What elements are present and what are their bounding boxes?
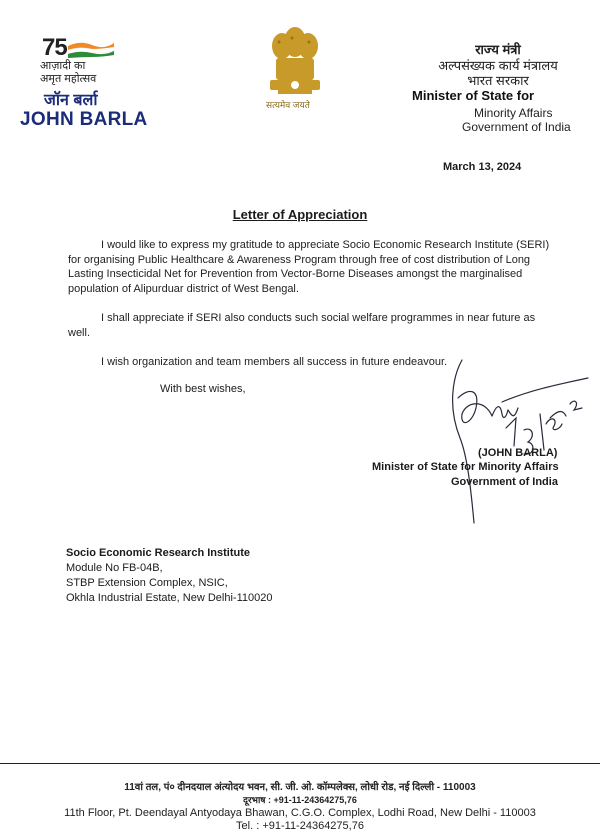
footer-address-hindi: 11वां तल, पं० दीनदयाल अंत्योदय भवन, सी. जी. ओ. कॉम्पलेक्स, लोधी रोड, नई दिल्ली - 110003 — [124, 782, 476, 793]
body-paragraph-2-text: I shall appreciate if SERI also conducts such social welfare programmes in near future as well. — [68, 312, 536, 339]
signatory-government: Government of India — [451, 476, 558, 488]
logo-line-2: अमृत महोत्सव — [40, 73, 97, 85]
closing-line: With best wishes, — [160, 383, 246, 395]
addressee-line-3: STBP Extension Complex, NSIC, — [66, 577, 228, 589]
addressee-line-2: Module No FB-04B, — [66, 562, 163, 574]
body-paragraph-3-text: I wish organization and team members all success in future endeavour. — [101, 356, 448, 368]
logo-number: 75 — [42, 34, 67, 61]
minister-name-hindi: जॉन बर्ला — [44, 92, 98, 109]
footer-phone-hindi: दूरभाष : +91-11-24364275,76 — [243, 795, 357, 805]
letter-date: March 13, 2024 — [443, 161, 522, 173]
addressee-name: Socio Economic Research Institute — [66, 547, 250, 559]
letter-title: Letter of Appreciation — [232, 207, 368, 222]
designation-hindi: राज्य मंत्री — [475, 42, 521, 57]
ministry-hindi: अल्पसंख्यक कार्य मंत्रालय — [438, 58, 558, 73]
addressee-line-4: Okhla Industrial Estate, New Delhi-110020 — [66, 592, 273, 604]
government-hindi: भारत सरकार — [467, 73, 529, 88]
government-english: Government of India — [462, 120, 571, 134]
minister-name-english: JOHN BARLA — [20, 109, 148, 130]
footer-address-english: 11th Floor, Pt. Deendayal Antyodaya Bhawan, C.G.O. Complex, Lodhi Road, New Delhi - 110003 — [64, 807, 536, 819]
signatory-name: (JOHN BARLA) — [478, 447, 558, 459]
handwritten-signature — [440, 358, 590, 528]
body-paragraph-1 — [68, 238, 560, 296]
ministry-english: Minority Affairs — [474, 106, 553, 120]
body-paragraph-1-text: I would like to express my gratitude to appreciate Socio Economic Research Institute (SERI) for organising Public Healthcare & Awareness Program through free of cost distribution of Long Lasting Insecticidal Net for Prevention from Vector-Borne Diseases amongst the marginalised population of Alipurduar district of West Bengal. — [68, 239, 550, 295]
logo-line-1: आज़ादी का — [40, 60, 86, 72]
signatory-post: Minister of State for Minority Affairs — [372, 461, 559, 473]
designation-english: Minister of State for — [412, 88, 535, 103]
emblem-motto: सत्यमेव जयते — [266, 100, 310, 110]
body-paragraph-2 — [68, 311, 560, 340]
footer-phone-english: Tel. : +91-11-24364275,76 — [236, 820, 364, 832]
footer-divider — [0, 763, 600, 764]
tricolor-flag-icon — [66, 40, 116, 58]
